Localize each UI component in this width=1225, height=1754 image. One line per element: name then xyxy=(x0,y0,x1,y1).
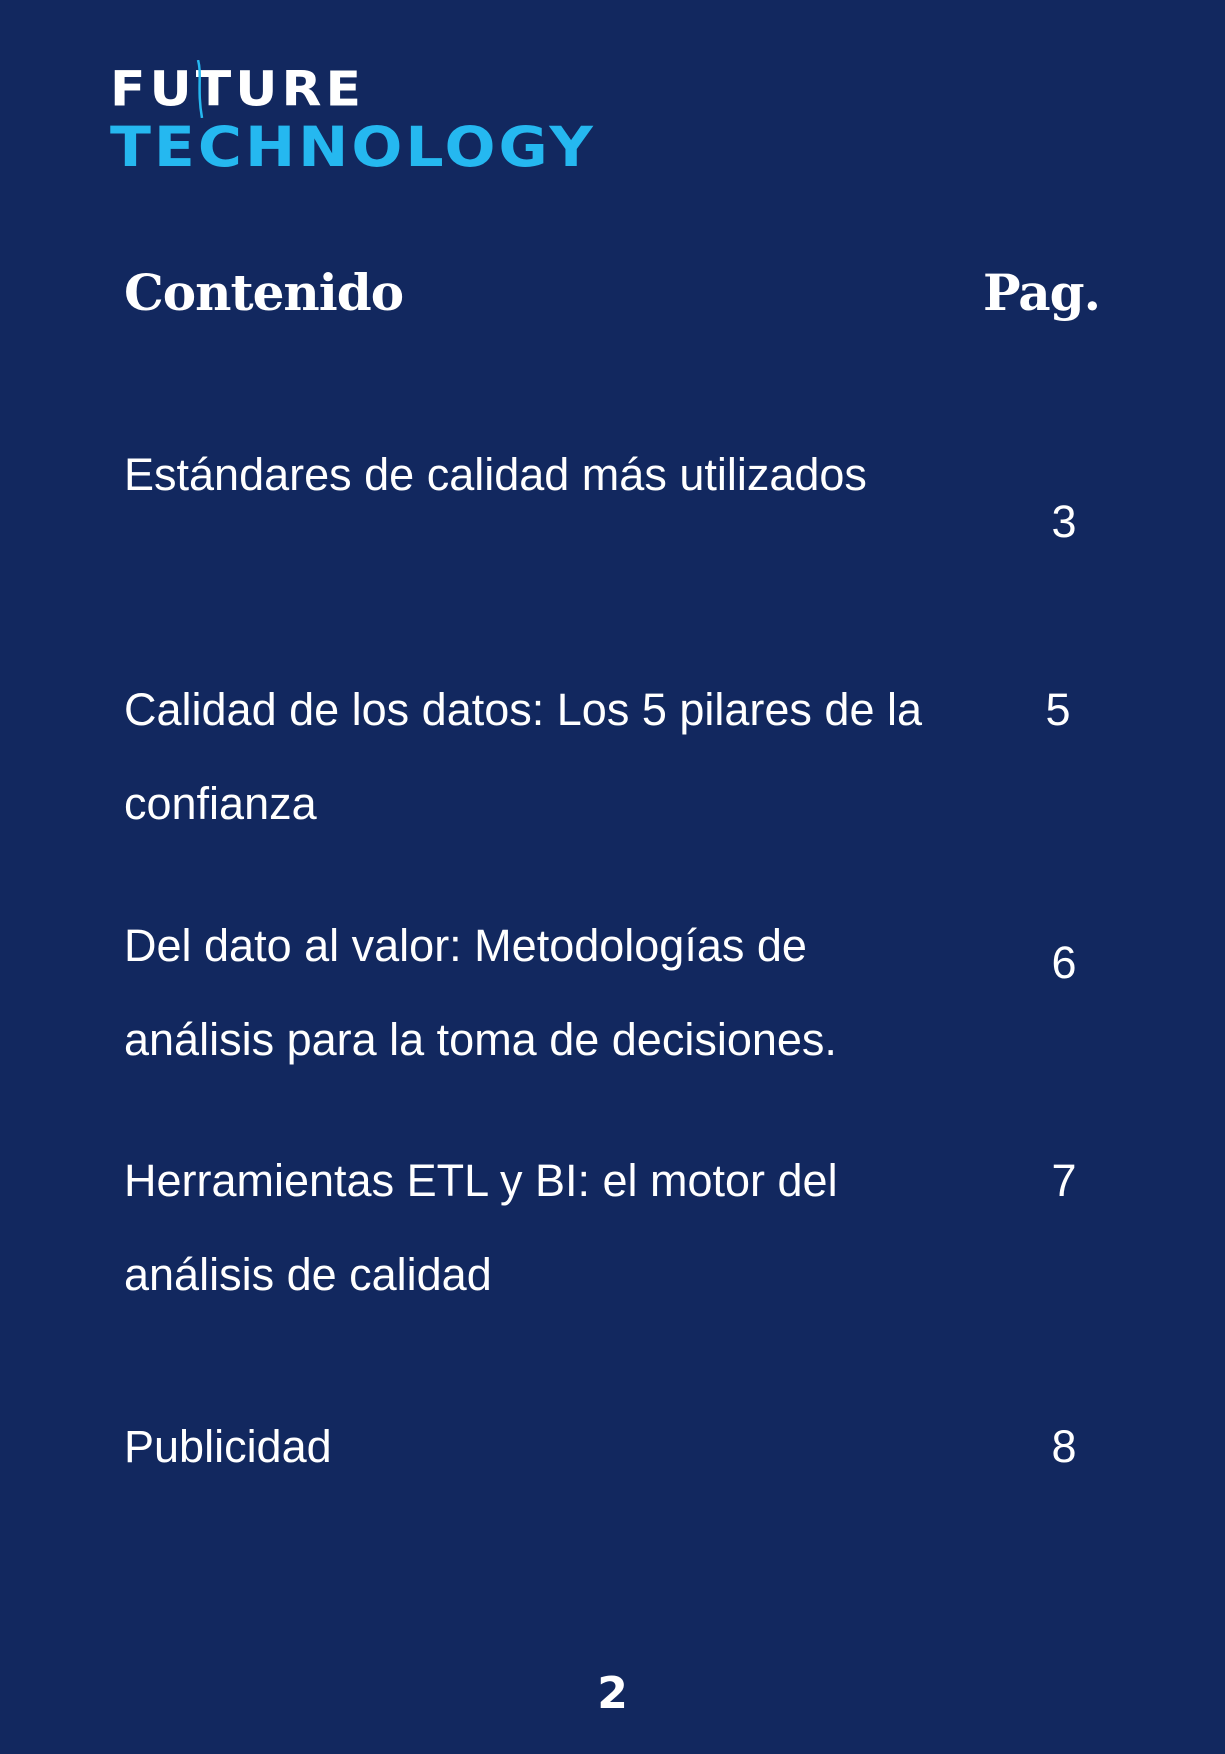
brand-logo xyxy=(110,62,596,180)
toc-entry-page: 5 xyxy=(1045,684,1071,735)
toc-entry-page: 8 xyxy=(1051,1421,1077,1472)
toc-header xyxy=(124,258,1100,328)
toc-entry-page: 6 xyxy=(1051,937,1077,988)
brand-accent-stroke-icon xyxy=(196,60,204,118)
brand-line-2: TECHNOLOGY xyxy=(110,115,596,180)
toc-title: Contenido xyxy=(124,263,404,322)
toc-entry-page: 3 xyxy=(1051,496,1077,547)
toc-entry-title: Publicidad xyxy=(124,1421,332,1472)
toc-entry-page: 7 xyxy=(1051,1155,1077,1206)
toc-page-column-header: Pag. xyxy=(982,263,1100,322)
toc-entry-title: Estándares de calidad más utilizados xyxy=(124,449,867,500)
brand-line-1: FUTURE xyxy=(110,62,366,118)
page-number: 2 xyxy=(597,1668,628,1719)
toc-entry-title: Del dato al valor: Metodologías de análisis para la toma de decisiones. xyxy=(124,920,837,1065)
toc-entry-title: Herramientas ETL y BI: el motor del análisis de calidad xyxy=(124,1155,838,1300)
toc-entry-title: Calidad de los datos: Los 5 pilares de la confianza xyxy=(124,684,923,829)
